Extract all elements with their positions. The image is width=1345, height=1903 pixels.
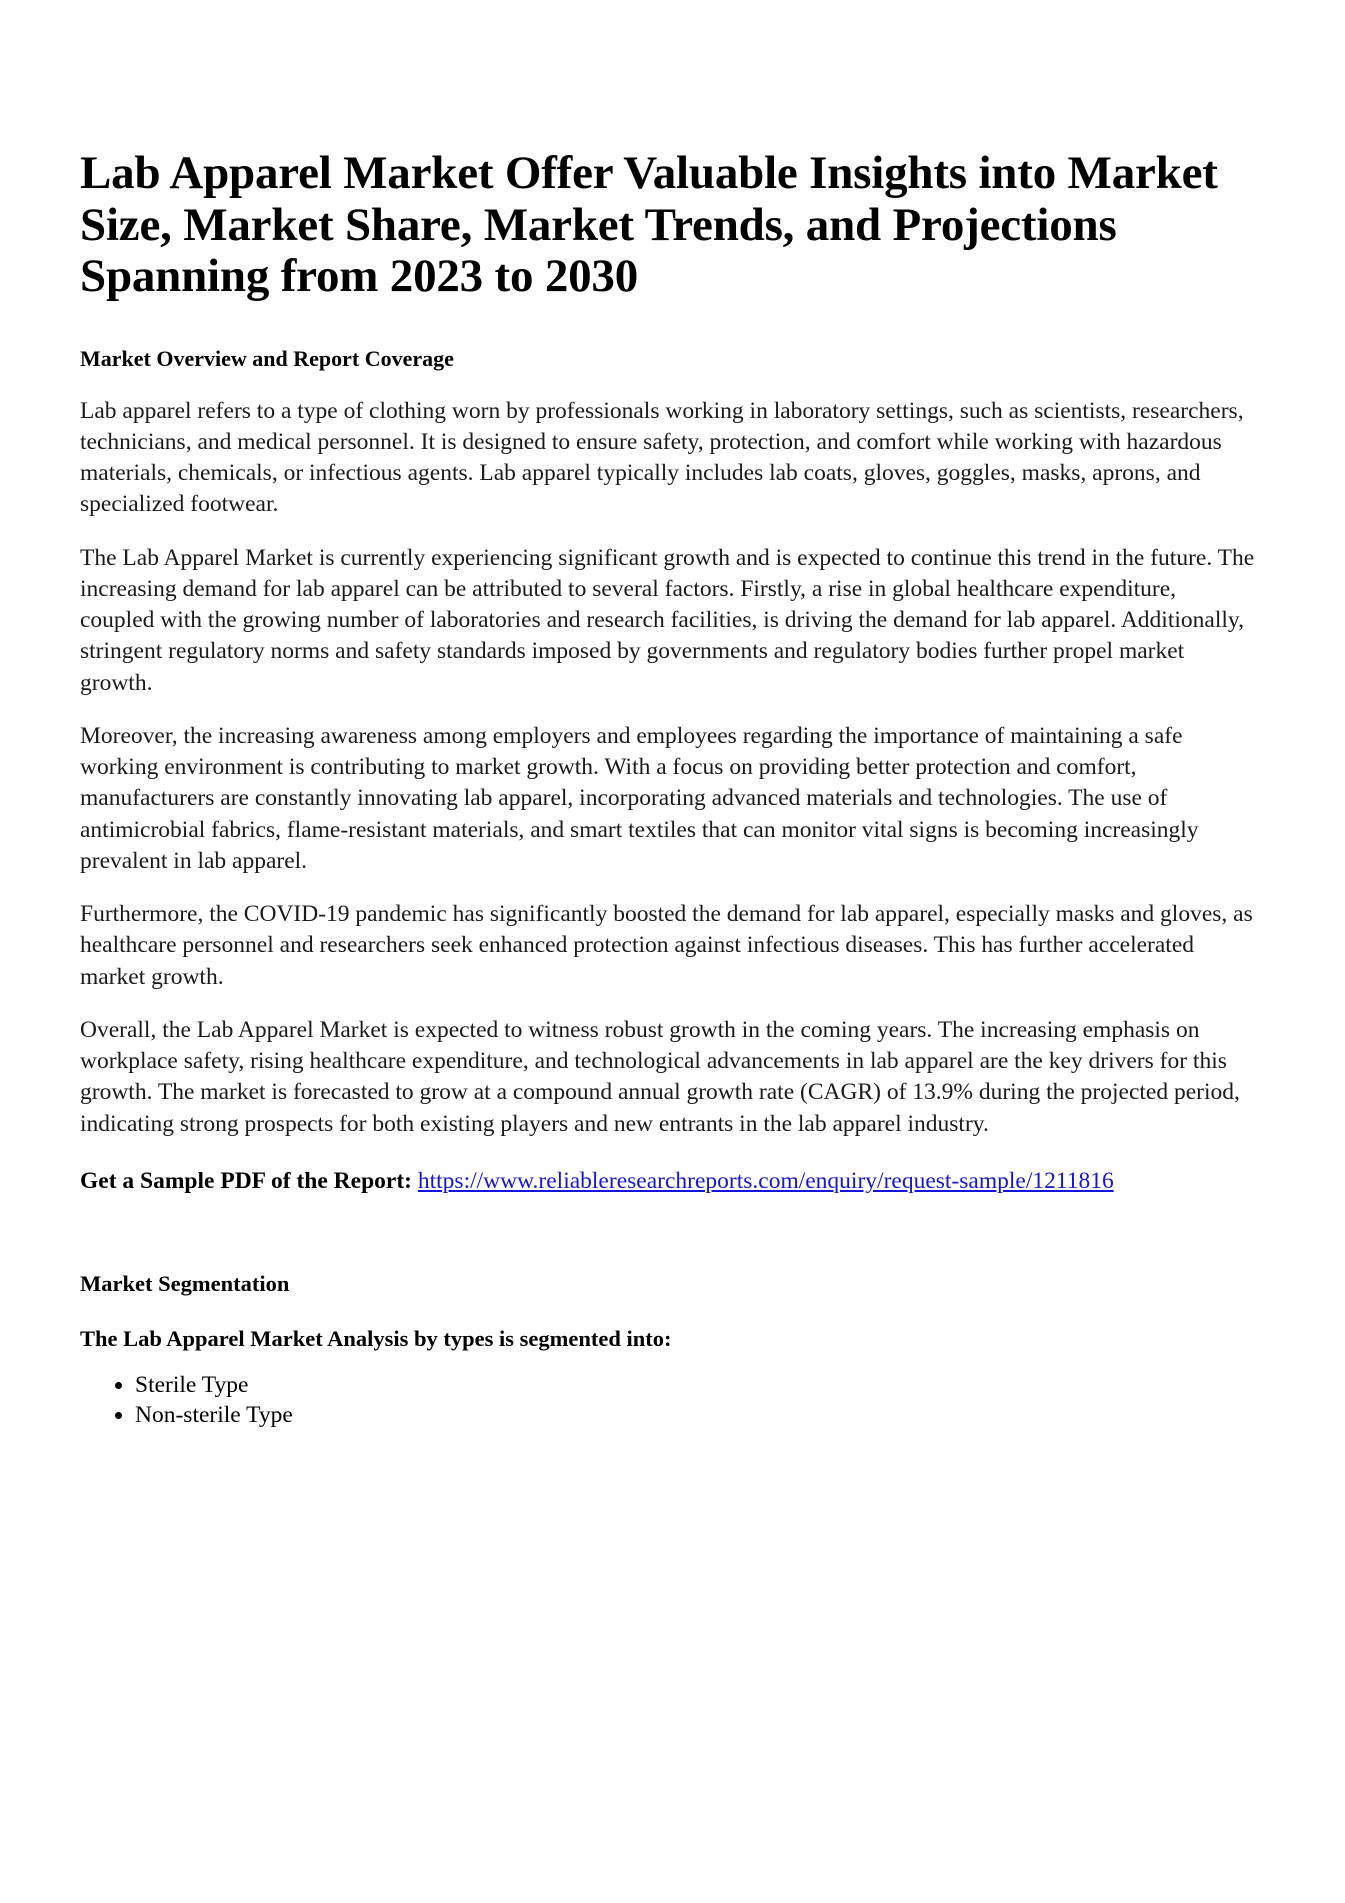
section-heading-market-segmentation: Market Segmentation xyxy=(80,1271,290,1297)
section-spacer xyxy=(80,1197,1265,1269)
subheading-types-segmented: The Lab Apparel Market Analysis by types is segmented into: xyxy=(80,1326,672,1352)
paragraph-innovation-awareness: Moreover, the increasing awareness among employers and employees regarding the importance of maintaining a safe working environment is contributing to market growth. With a focus on providing better protection and comfort, manufacturers are constantly innovating lab apparel, incorporating advanced materials and technologies. The use of antimicrobial fabrics, flame-resistant materials, and smart textiles that can monitor vital signs is becoming increasingly prevalent in lab apparel. xyxy=(80,722,1199,874)
section-heading-market-overview: Market Overview and Report Coverage xyxy=(80,346,454,372)
sample-pdf-label: Get a Sample PDF of the Report: xyxy=(80,1167,412,1194)
sample-pdf-block xyxy=(80,1166,1255,1197)
segmentation-type-list xyxy=(80,1370,1265,1431)
list-item: • Sterile Type xyxy=(135,1370,1265,1401)
sample-pdf-link[interactable]: https://www.reliableresearchreports.com/enquiry/request-sample/1211816 xyxy=(417,1167,1114,1194)
paragraph-overall-outlook: Overall, the Lab Apparel Market is expected to witness robust growth in the coming years. The increasing emphasis on workplace safety, rising healthcare expenditure, and technological advancements in lab apparel are the key drivers for this growth. The market is forecasted to grow at a compound annual growth rate (CAGR) of 13.9% during the projected period, indicating strong prospects for both existing players and new entrants in the lab apparel industry. xyxy=(80,1016,1240,1137)
list-item: • Non-sterile Type xyxy=(135,1400,1265,1431)
paragraph-covid-impact: Furthermore, the COVID-19 pandemic has significantly boosted the demand for lab apparel, especially masks and gloves, as healthcare personnel and researchers seek enhanced protection against infectious diseases. This has further accelerated market growth. xyxy=(80,901,1253,990)
heading-spacer xyxy=(80,1298,1265,1324)
paragraph-lab-apparel-definition: Lab apparel refers to a type of clothing worn by professionals working in laboratory settings, such as scientists, researchers, technicians, and medical personnel. It is designed to ensure safety, protection, and comfort while working with hazardous materials, chemicals, or infectious agents. Lab apparel typically includes lab coats, gloves, goggles, masks, aprons, and specialized footwear. xyxy=(80,397,1244,518)
document-content xyxy=(80,148,1265,1431)
page-title: Lab Apparel Market Offer Valuable Insights into Market Size, Market Share, Market Trends, and Projections Spanning from 2023 to 2030 xyxy=(80,147,1218,303)
paragraph-market-growth-drivers: The Lab Apparel Market is currently experiencing significant growth and is expected to continue this trend in the future. The increasing demand for lab apparel can be attributed to several factors. Firstly, a rise in global healthcare expenditure, coupled with the growing number of laboratories and research facilities, is driving the demand for lab apparel. Additionally, stringent regulatory norms and safety standards imposed by governments and regulatory bodies further propel market growth. xyxy=(80,544,1255,696)
